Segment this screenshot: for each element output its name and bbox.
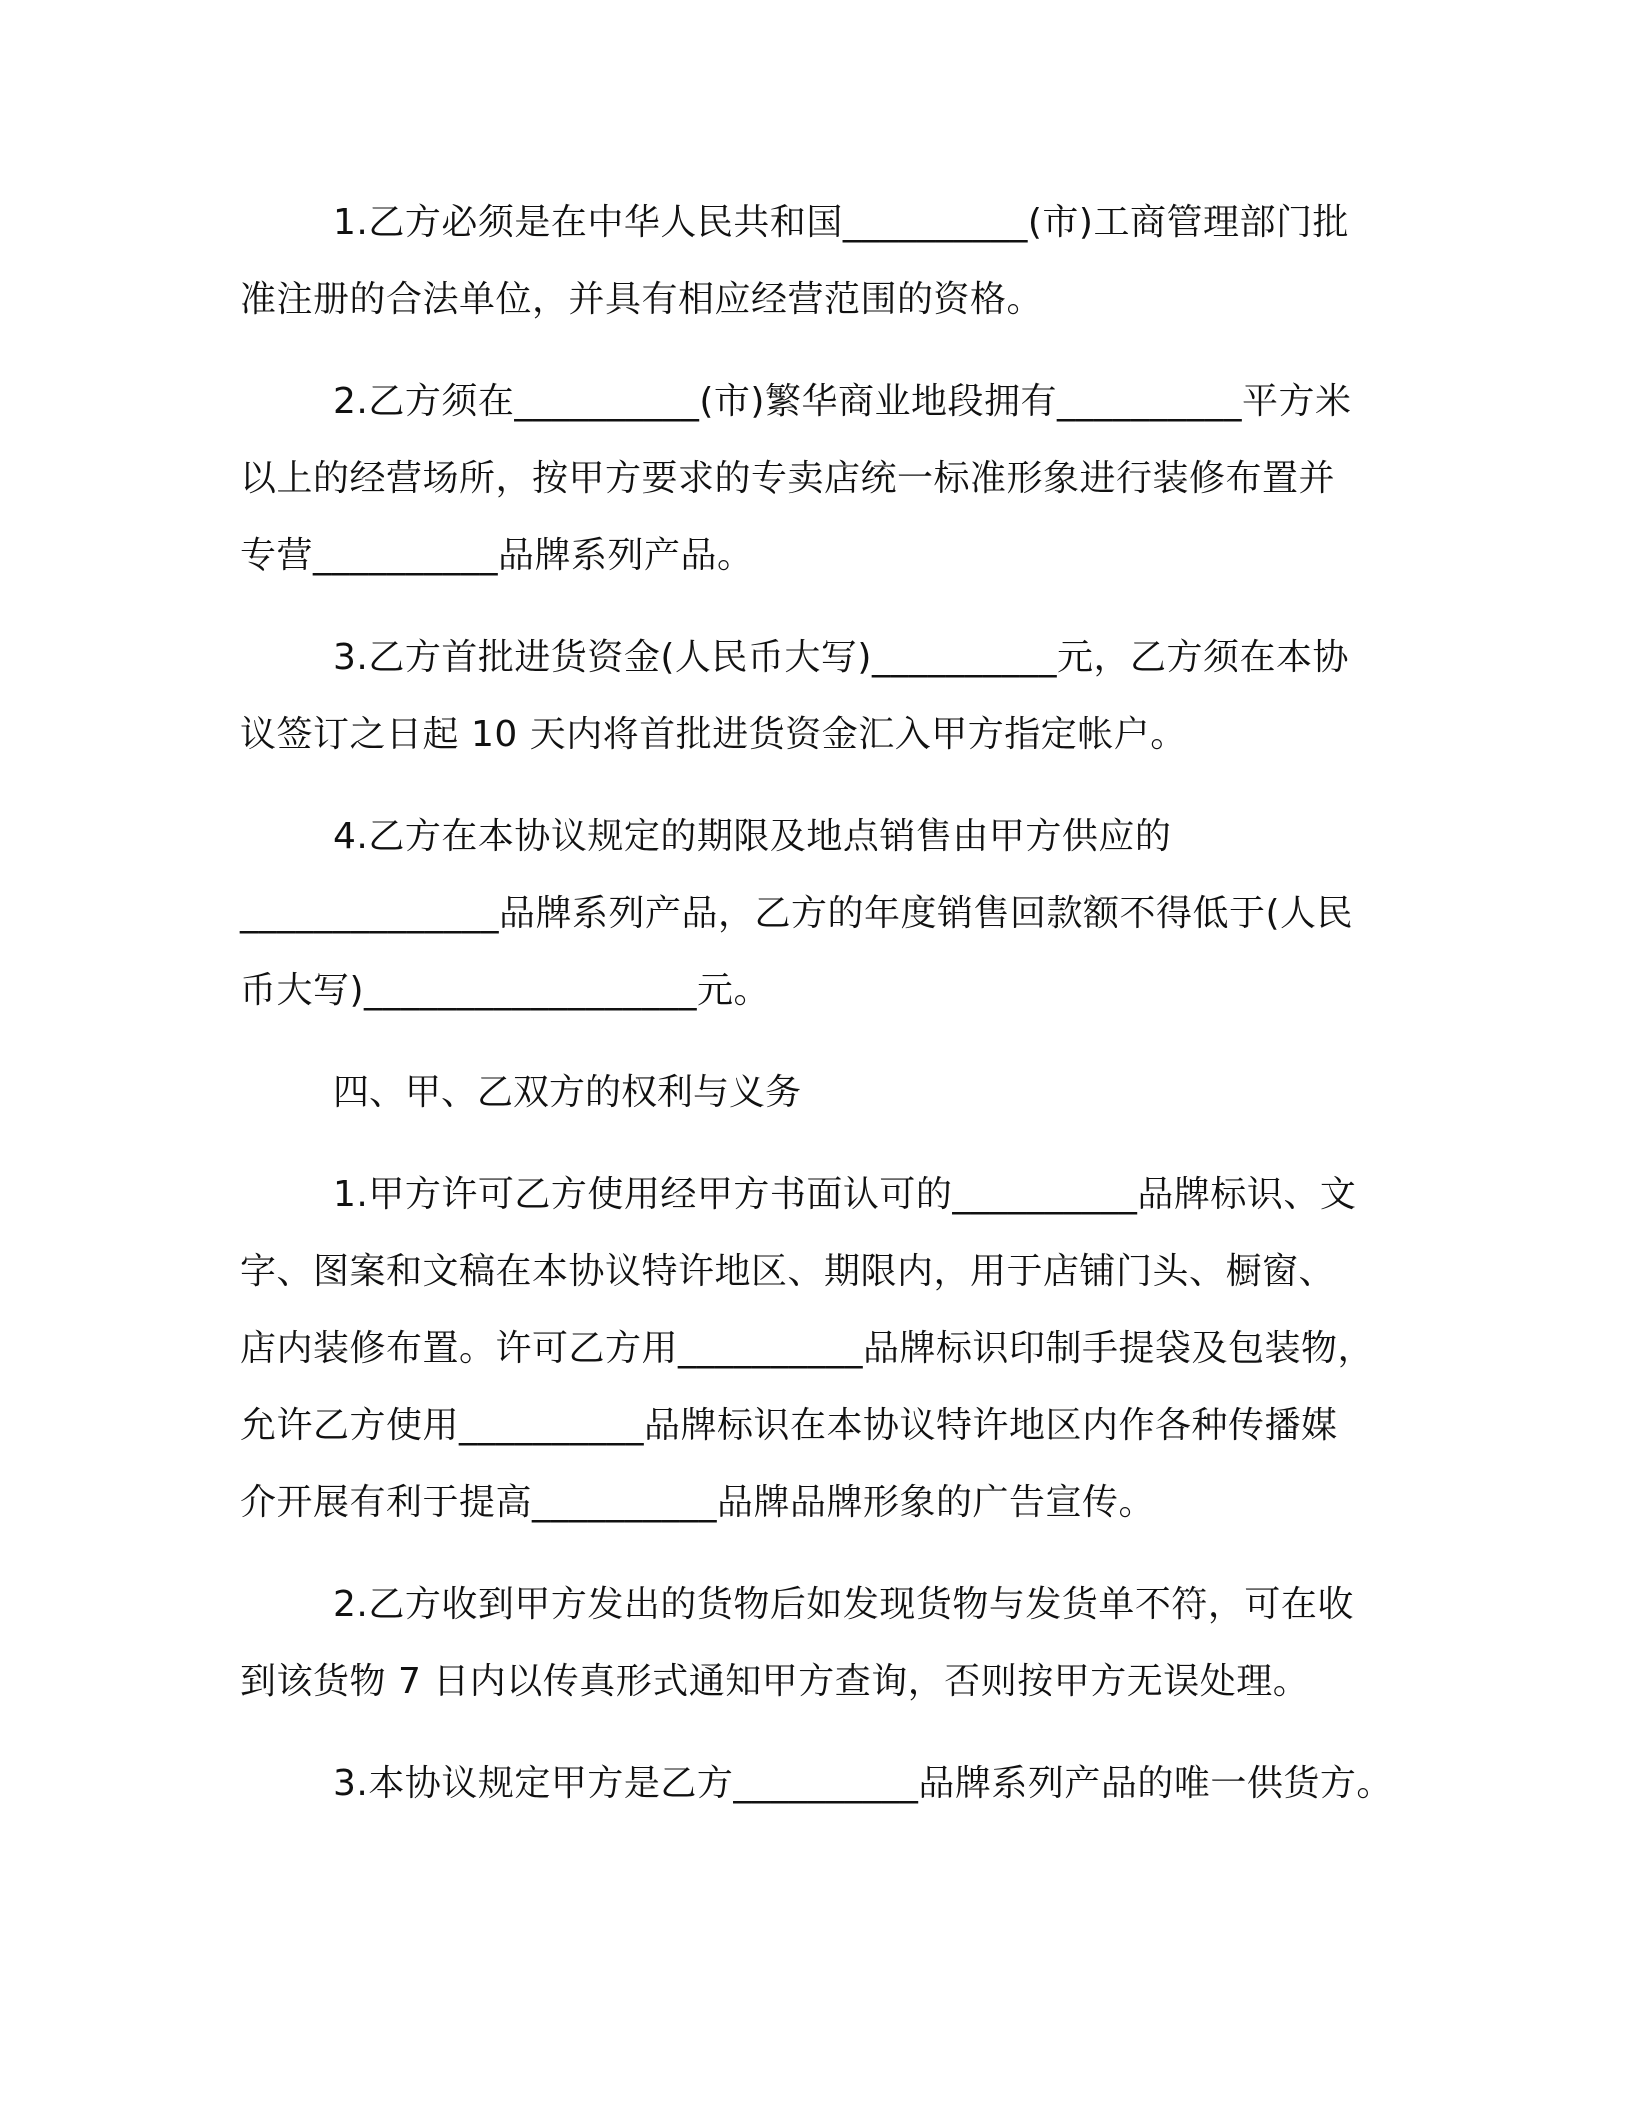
- clause-4-1: [240, 1156, 1400, 1541]
- clause-4-2-line-1: 2.乙方收到甲方发出的货物后如发现货物与发货单不符，可在收: [333, 1584, 1354, 1625]
- clause-4-2-line-2: 到该货物 7 日内以传真形式通知甲方查询，否则按甲方无误处理。: [240, 1661, 1310, 1702]
- clause-3-2-line-1: 2.乙方须在__________(市)繁华商业地段拥有__________平方米: [333, 381, 1352, 422]
- clause-4-3: [240, 1745, 1400, 1822]
- clause-3-3-line-2: 议签订之日起 10 天内将首批进货资金汇入甲方指定帐户。: [240, 714, 1187, 755]
- clause-3-3-line-1: 3.乙方首批进货资金(人民币大写)__________元，乙方须在本协: [333, 637, 1349, 678]
- clause-3-4-line-3: 币大写)__________________元。: [240, 970, 771, 1011]
- clause-4-1-line-3: 店内装修布置。许可乙方用__________品牌标识印制手提袋及包装物，: [240, 1328, 1375, 1369]
- clause-4-2: [240, 1566, 1400, 1720]
- clause-4-1-line-1: 1.甲方许可乙方使用经甲方书面认可的__________品牌标识、文: [333, 1174, 1357, 1215]
- clause-3-2-line-3: 专营__________品牌系列产品。: [240, 535, 754, 576]
- clause-3-2: [240, 363, 1400, 594]
- clause-3-4-line-1: 4.乙方在本协议规定的期限及地点销售由甲方供应的: [333, 816, 1172, 857]
- clause-3-4: [240, 798, 1400, 1029]
- clause-4-1-line-5: 介开展有利于提高__________品牌品牌形象的广告宣传。: [240, 1482, 1156, 1523]
- clause-4-1-line-2: 字、图案和文稿在本协议特许地区、期限内，用于店铺门头、橱窗、: [240, 1251, 1336, 1292]
- clause-4-1-line-4: 允许乙方使用__________品牌标识在本协议特许地区内作各种传播媒: [240, 1405, 1338, 1446]
- clause-4-3-line-1: 3.本协议规定甲方是乙方__________品牌系列产品的唯一供货方。: [333, 1763, 1393, 1804]
- clause-3-4-line-2: ______________品牌系列产品，乙方的年度销售回款额不得低于(人民: [240, 893, 1354, 934]
- clause-3-2-line-2: 以上的经营场所，按甲方要求的专卖店统一标准形象进行装修布置并: [240, 458, 1336, 499]
- clause-3-1-line-1: 1.乙方必须是在中华人民共和国__________(市)工商管理部门批: [333, 202, 1349, 243]
- clause-3-3: [240, 619, 1400, 773]
- document-body: [240, 184, 1400, 1847]
- section-heading: 四、甲、乙双方的权利与义务: [333, 1072, 802, 1113]
- clause-3-1: [240, 184, 1400, 338]
- clause-3-1-line-2: 准注册的合法单位，并具有相应经营范围的资格。: [240, 279, 1044, 320]
